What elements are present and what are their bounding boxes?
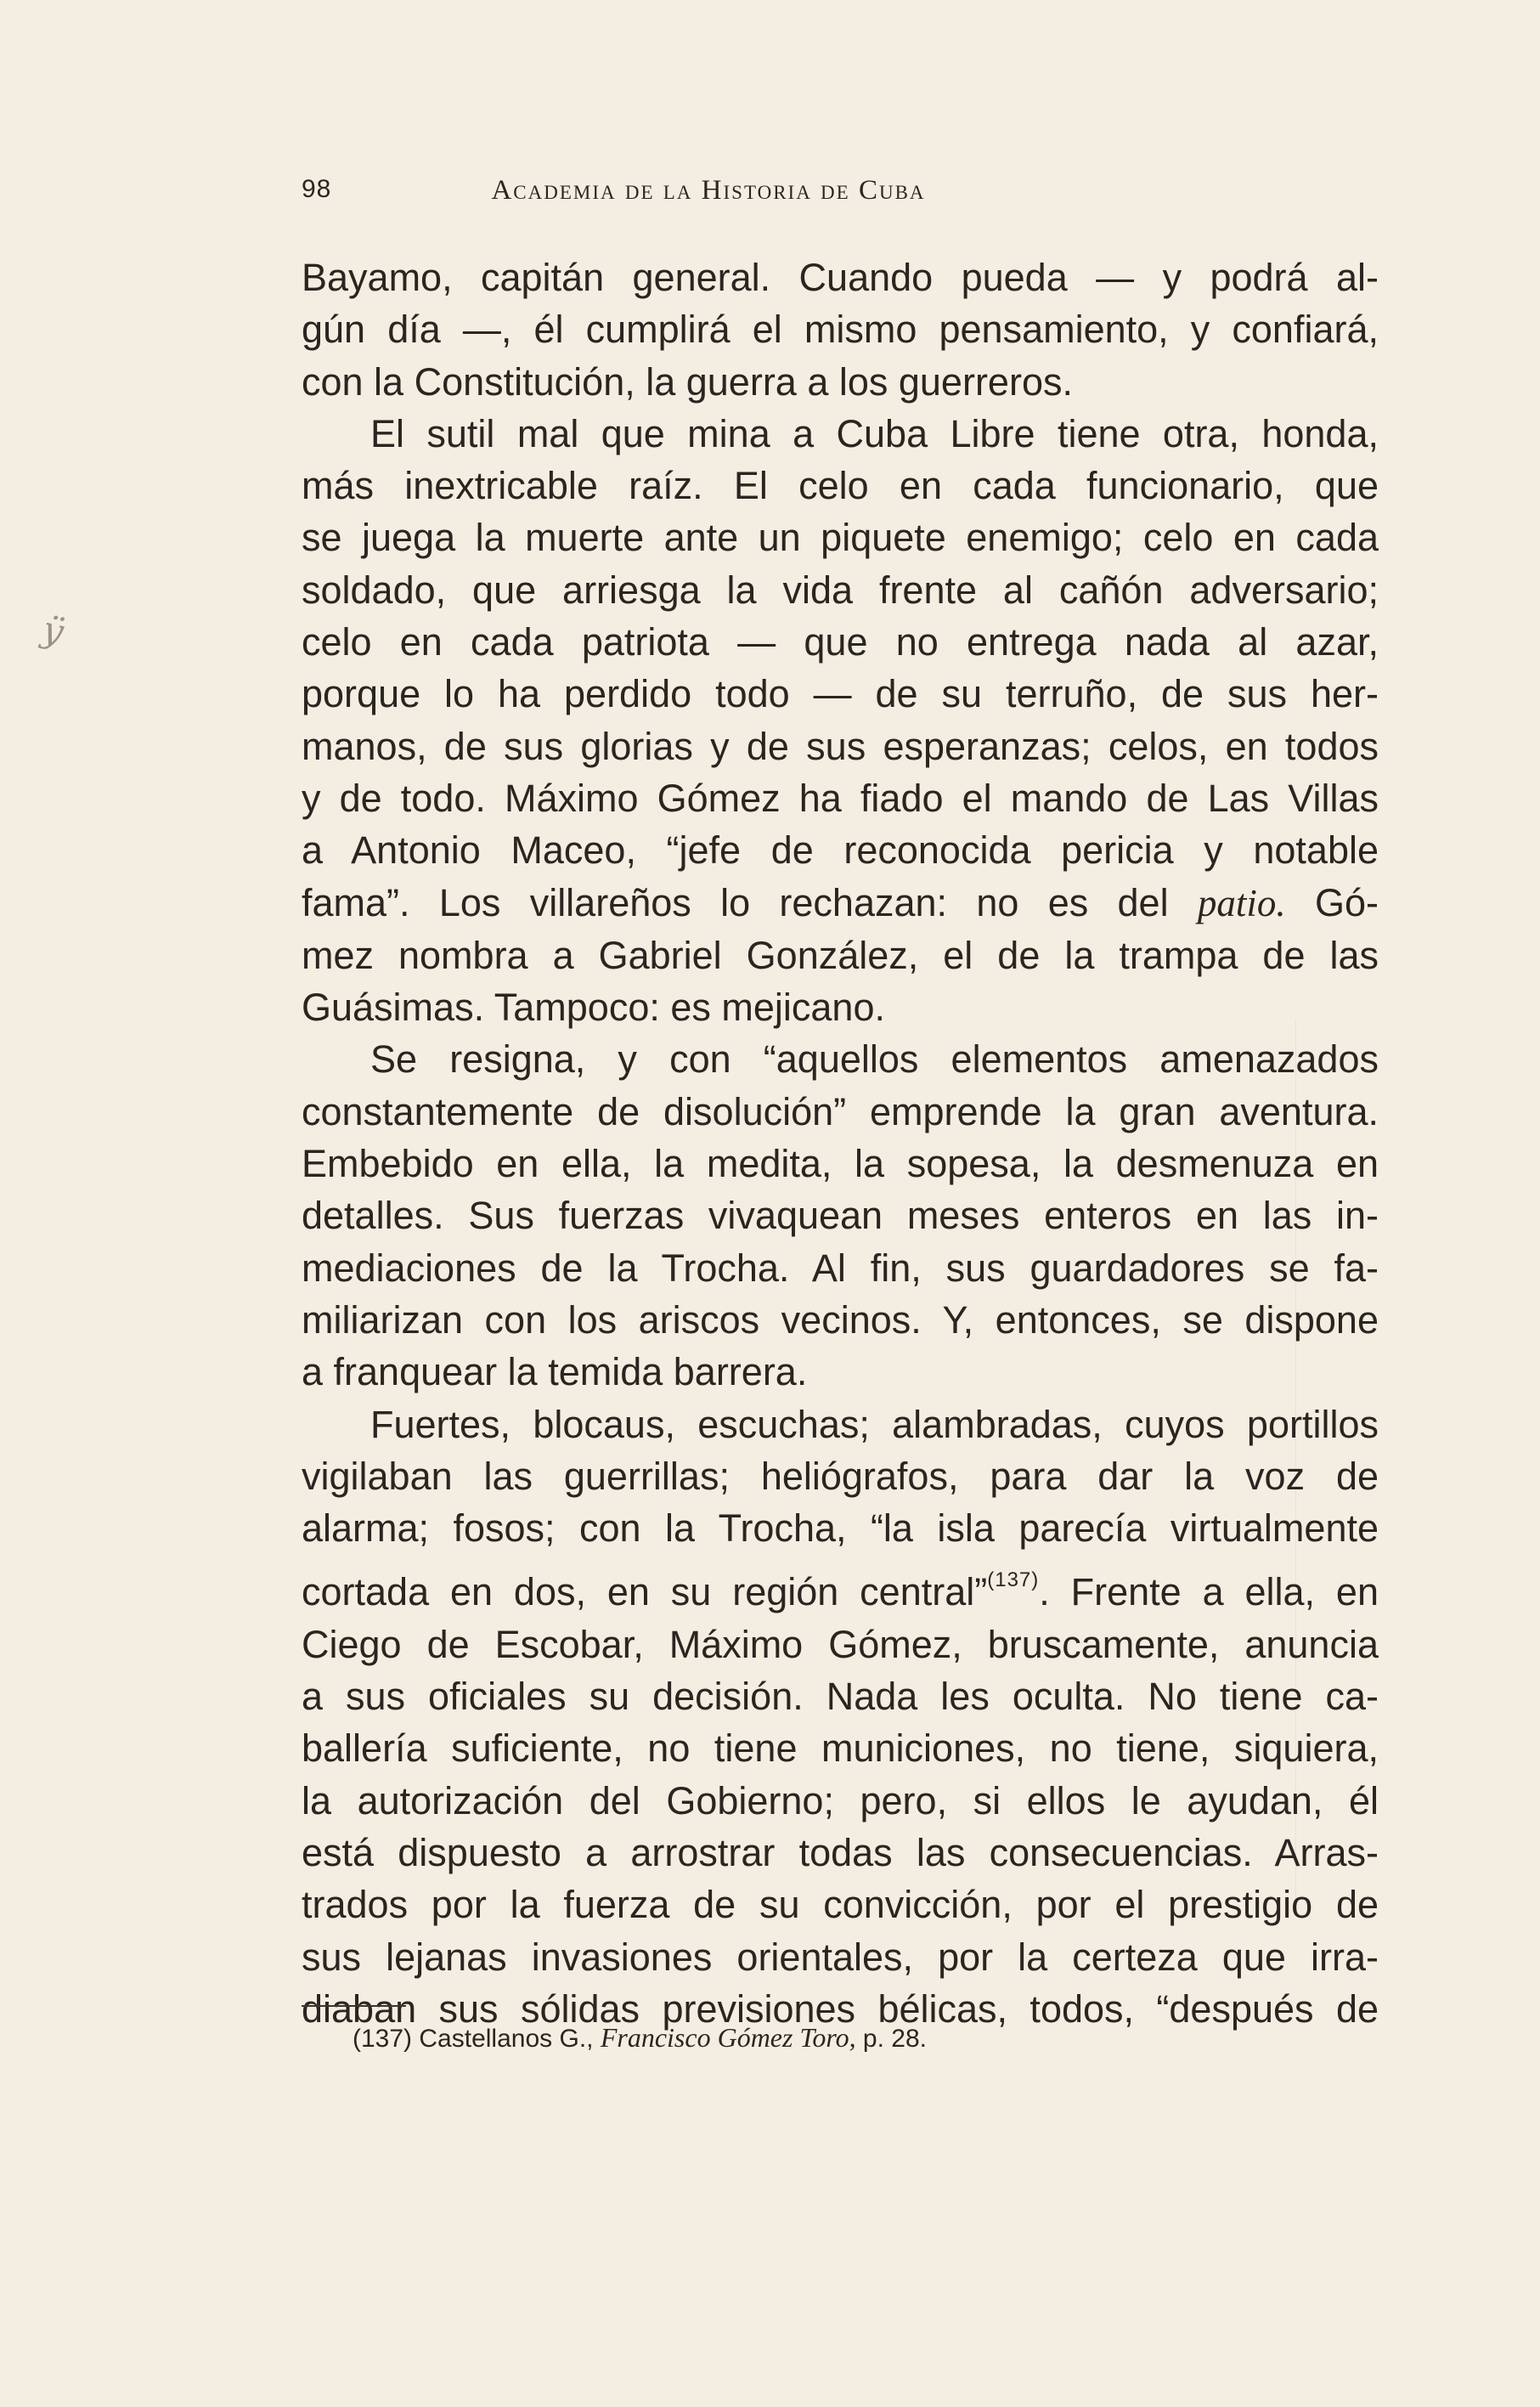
text-line: con la Constitución, la guerra a los guerreros. [302,359,1073,404]
text-line: sus lejanas invasiones orientales, por la certeza que irra- [302,1935,1379,1979]
text-line: porque lo ha perdido todo — de su terruño, de sus her- [302,672,1379,716]
text-line: manos, de sus glorias y de sus esperanzas; celos, en todos [302,724,1379,768]
footnote-title: Francisco Gómez Toro, [600,2022,856,2053]
italic-word-patio: patio. [1197,881,1286,924]
text-line: ballería suficiente, no tiene municiones, no tiene, siquiera, [302,1726,1379,1771]
footnote-author: Castellanos G., [419,2025,594,2053]
text-line: miliarizan con los ariscos vecinos. Y, entonces, se dispone [302,1297,1379,1342]
body-text [302,251,1379,2035]
text-line: Fuertes, blocaus, escuchas; alambradas, cuyos portillos [370,1402,1379,1446]
text-segment: . Frente a ella, en [1039,1570,1379,1614]
text-line: está dispuesto a arrostrar todas las consecuencias. Arras- [302,1830,1379,1874]
text-line: diaban sus sólidas previsiones bélicas, todos, “después de [302,1986,1379,2031]
text-line: a sus oficiales su decisión. Nada les oculta. No tiene ca- [302,1675,1379,1719]
running-title: Academia de la Historia de Cuba [491,175,926,206]
margin-pencil-mark: ÿ [38,607,68,653]
footnote-page: p. 28. [862,2025,927,2053]
text-segment: fama”. Los villareños lo rechazan: no es del [302,880,1169,924]
text-line: Se resigna, y con “aquellos elementos amenazados [370,1037,1379,1082]
footnote [353,2022,927,2054]
text-segment: Gó- [1314,880,1379,924]
footnote-reference[interactable]: (137) [987,1568,1040,1592]
footnote-number: (137) [353,2025,413,2053]
running-header [302,175,1115,218]
text-line: alarma; fosos; con la Trocha, “la isla parecía virtualmente [302,1506,1379,1551]
footnote-rule [302,2005,406,2007]
page-number: 98 [302,175,332,203]
text-line: y de todo. Máximo Gómez ha fiado el mando de Las Villas [302,776,1379,820]
text-line: se juega la muerte ante un piquete enemigo; celo en cada [302,516,1379,560]
text-line: El sutil mal que mina a Cuba Libre tiene otra, honda, [370,411,1379,455]
text-line-with-note [302,1554,1379,1618]
text-line: Embebido en ella, la medita, la sopesa, la desmenuza en [302,1142,1379,1186]
text-line: celo en cada patriota — que no entrega nada al azar, [302,620,1379,664]
text-line: constantemente de disolución” emprende la gran aventura. [302,1089,1379,1133]
text-line: soldado, que arriesga la vida frente al cañón adversario; [302,568,1379,612]
text-line: mez nombra a Gabriel González, el de la trampa de las [302,933,1379,977]
text-line: Guásimas. Tampoco: es mejicano. [302,986,885,1030]
text-line: la autorización del Gobierno; pero, si ellos le ayudan, él [302,1778,1379,1822]
text-line: a Antonio Maceo, “jefe de reconocida pericia y notable [302,828,1379,873]
text-line: detalles. Sus fuerzas vivaquean meses enteros en las in- [302,1194,1379,1238]
text-line-with-italic [302,877,1379,929]
text-line: vigilaban las guerrillas; heliógrafos, para dar la voz de [302,1454,1379,1498]
text-line: mediaciones de la Trocha. Al fin, sus guardadores se fa- [302,1246,1379,1290]
text-line: a franquear la temida barrera. [302,1350,808,1394]
text-line: trados por la fuerza de su convicción, por el prestigio de [302,1883,1379,1927]
text-line: Bayamo, capitán general. Cuando pueda — y podrá al- [302,256,1379,299]
text-line: gún día —, él cumplirá el mismo pensamiento, y confiará, [302,308,1379,352]
text-line: Ciego de Escobar, Máximo Gómez, bruscamente, anuncia [302,1622,1379,1666]
text-line: más inextricable raíz. El celo en cada funcionario, que [302,464,1379,508]
text-segment: cortada en dos, en su región central” [302,1570,988,1614]
